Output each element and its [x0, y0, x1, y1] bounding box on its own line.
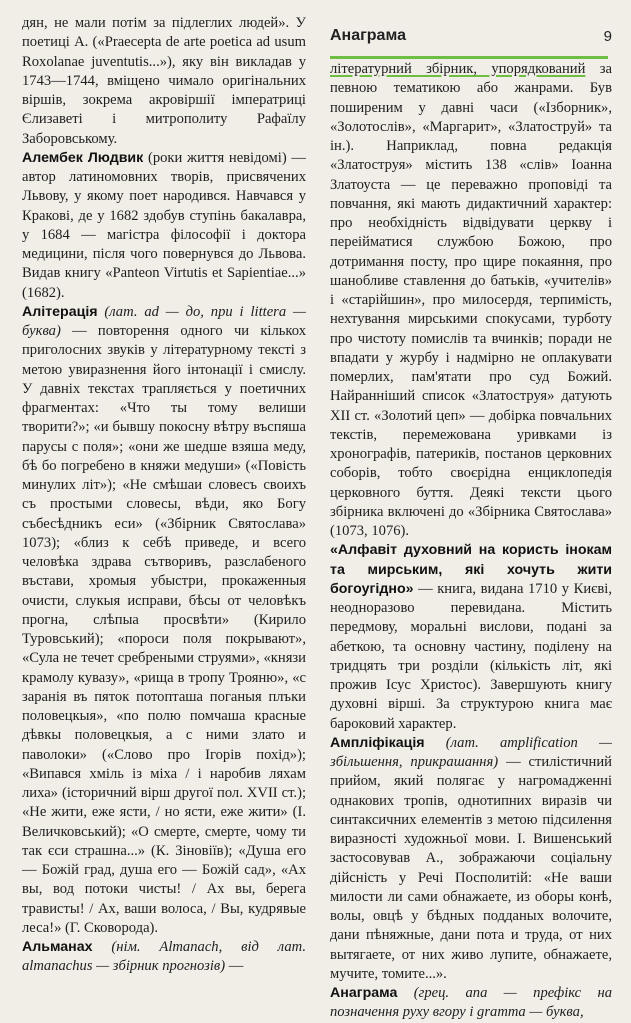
entry-text: — [228, 958, 244, 975]
header-rule [330, 56, 608, 59]
page-header [330, 24, 620, 48]
entry-gloss: (лат. amplification — збільшення, прикрашання) [330, 734, 612, 770]
entry-gloss: (грец. ana — префікс на позначення руху вгору і gramma — буква, [330, 985, 612, 1021]
page-number: 9 [603, 27, 612, 45]
entry-term: Ампліфікація [330, 734, 425, 751]
entry-term: «Алфавіт духовний на користь інокам та мирським, які хочуть жити богоугідно» [330, 542, 612, 597]
entry-term: Алембек Людвик [22, 149, 144, 166]
entry-text: — книга, видана 1710 у Києві, неодноразово перевидана. Містить передмову, моральні вислови, подані за абеткою, та основну частину, поділену на тридцять три розділи (кількість літ, які прожив Ісус Христос). Завершують книгу духовні вірші. За структурою книга має бароковий характер. [330, 580, 612, 732]
entry-anahrama [330, 984, 612, 1023]
entry-term: Алітерація [22, 303, 98, 320]
running-head: Анаграма [330, 27, 406, 44]
entry-text: за певною тематикою або жанрами. Був поширеним у давні часи («Ізборник», «Золотослів», «Маргарит», «Златоструй» та ін.). Наприклад, повна редакція «Златоструя» містить 138 «слів» Іоанна Златоуста — це переважно проповіді та повчання, які мають дидактичний характер: про необхідність відвідувати церкву і переійматися службою Божою, про дотримання посту, про щире покаяння, про шанобливе ставлення до батьків, «учителів» і «старійшин», про милосердя, терпимість, нехтування мирськими спокусами, турботу про чистоту помислів та вчинків; поради не впадати у журбу і надмірно не оплакувати померлих, пам'ятати про суд Божий. Найранніший список «Златоструя» датують XII ст. «Золотий цеп» — добірка повчальних текстів, перемежована уривками із хронографів, патериків, постанов церковних соборів, тобто своєрідна енциклопедія церковного буття. Деякі тексти цього збірника включені до «Збірника Святослава» (1073, 1076). [330, 61, 612, 539]
entry-gloss: (нім. Almanach, від лат. almanachus — збірник прогнозів) [22, 939, 306, 975]
entry-alfavit [330, 541, 612, 734]
right-column [330, 60, 612, 1023]
entry-aliteratsiia [22, 303, 306, 938]
lead-phrase: літературний збірник, упорядкований [330, 61, 586, 77]
left-column [22, 14, 306, 977]
entry-continuation: дян, не мали потім за підлеглих людей». У поетиці А. («Praecepta de arte poetica ad usum Roxolanae juventutis...»), яку він викладав у 1743—1744, вміщено чимало оригінальних віршів, зокрема акровіршії імператриці Єлизаветі і митрополиту Рафаїлу Заборовському. [22, 15, 306, 147]
entry-almanakh [22, 938, 306, 977]
entry-term: Альманах [22, 939, 93, 955]
entry-text: — повторення одного чи кількох приголосних звуків у літературному тексті з метою увиразнення його інтонації і смислу. У давніх текстах трапляється у поетичних фрагментах: «Что ты тому велиши творити?»; «и бывшу покосну вѣтру въспяша парусы с поля»; «они же шедше взяша меду, бѣ бо погребено в княжи медуши» («Повість минулих літ»); «Не смѣшаи словесъ своихъ съ простыми словесы, вѣди, яко Богу събесѣдникъ еси» («Збірник Святослава» 1073); «близ к себѣ приведе, и всего человѣка здрава сътворивъ, разслабеного въстави, хромыя убыстри, прокаженныя очисти, слукыя исправи, бѣсы от человѣкъ прогна, слѣпыа просвѣти» (Кирило Туровський); «пороси поля покрывают», «Сула не течет сребреными струями», «князи крамолу кувазу», «рища в тропу Трояню», «с заранія въ пяток потопташа поганыя плъки половецкыя», «по полю помчаша красные дѣвкы половецкыя, а с ними злато и паволоки» («Слово про Ігорів похід»); «Випався хміль із міха / і наробив ляхам лиха» (історичний вірш другої пол. XVII ст.); «Не жити, еже ясти, / но ясти, еже жити» (І. Величковський); «О смерте, смерте, чому ти так єси страшна...» (К. Зіновіїв); «Душа его — Божій град, душа его — Божій сад», «Ах вы, вод потоки чисты! / Ах вы, берега трависты! / Ах, ваши волоса, / Вы, кудрявые леса!» (Г. Сковорода). [22, 323, 306, 936]
entry-alembek [22, 149, 306, 303]
entry-amplifikatsiia [330, 734, 612, 984]
entry-gloss: (лат. ad — до, при і littera — буква) [22, 303, 306, 339]
entry-continuation [330, 60, 612, 541]
entry-text: — стилістичний прийом, який полягає у нагромадженні однакових тропів, однотипних виразів чи синтаксичних елементів з метою підсилення виразності художньої мови. І. Вишенський застосовував А., зображаючи соціальну дійсність у Речі Посполитій: «Не ваши милости ли сами обнажаете, из оборы конѣ, волы, овцѣ у бѣдных подданых волочите, дани пѣняжные, дани пота и труда, от них вытягаете, от них живо лупите, обнажаете, мучите, томите...». [330, 754, 612, 982]
entry-text: (роки життя невідомі) — автор латиномовних творів, присвячених Львову, у якому поет народився. Навчався у Кракові, де у 1682 здобув ступінь бакалавра, у 1684 — магістра філософії і доктора медицини, після чого повернувся до Львова. Видав книгу «Panteon Virtutis et Sapientiae...» (1682). [22, 149, 306, 301]
entry-term: Анаграма [330, 985, 398, 1001]
